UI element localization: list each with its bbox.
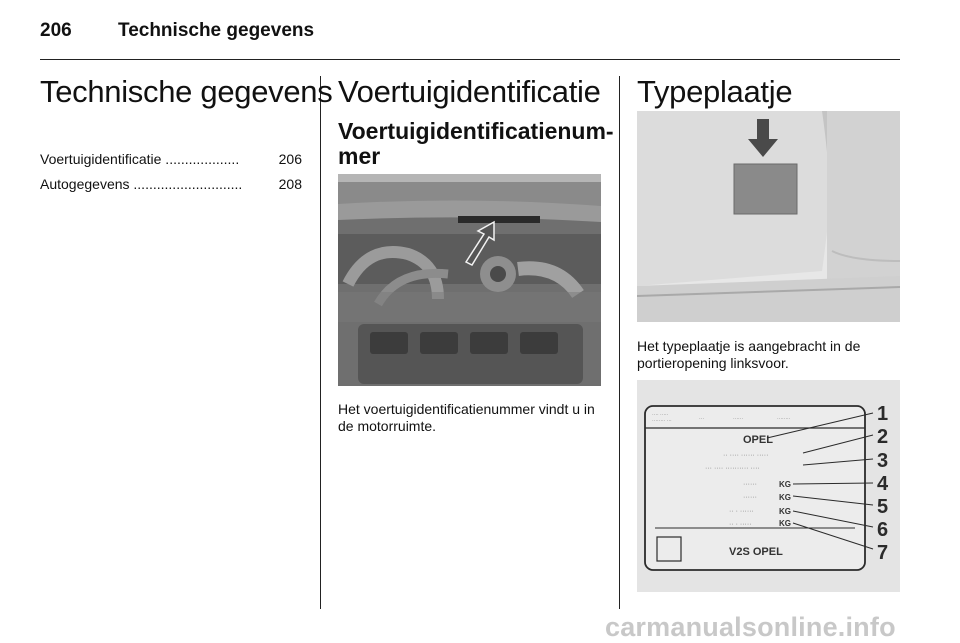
chapter-title: Technische gegevens [40, 74, 333, 109]
page-number: 206 [40, 20, 72, 41]
callout-3: 3 [877, 450, 889, 472]
toc-label: Voertuigidentificatie ................... [40, 151, 240, 167]
callout-6: 6 [877, 519, 889, 541]
toc-item[interactable] [40, 176, 302, 192]
svg-text:······: ······ [743, 494, 757, 501]
column-divider-2 [619, 76, 620, 609]
svg-text:········: ········ [777, 416, 791, 422]
watermark: carmanualsonline.info [605, 612, 896, 642]
svg-text:···· ·····: ···· ····· [652, 412, 669, 418]
section-title-typeplate: Typeplaatje [637, 74, 793, 109]
callout-2: 2 [877, 426, 889, 448]
vin-caption: Het voertuigidentificatienummer vindt u in de motorruimte. [338, 401, 595, 434]
engine-bay-photo [338, 174, 601, 386]
column-divider-1 [320, 76, 321, 609]
svg-text:·· ···· ······ ·····: ·· ···· ······ ····· [723, 452, 769, 459]
header-rule [40, 59, 900, 60]
page-header [40, 20, 314, 42]
svg-text:··· ···· ·········· ····: ··· ···· ·········· ···· [705, 465, 760, 472]
running-title: Technische gegevens [118, 20, 315, 41]
plate-unit: KG [779, 507, 791, 516]
plate-unit: KG [779, 493, 791, 502]
toc-label: Autogegevens ............................ [40, 176, 243, 192]
callout-7: 7 [877, 542, 889, 564]
plate-unit: KG [779, 519, 791, 528]
toc-page: 206 [278, 151, 302, 167]
callout-4: 4 [877, 473, 889, 495]
toc-page: 208 [278, 176, 302, 192]
svg-text:······: ······ [743, 481, 757, 488]
subsection-title: Voertuigidentificatienum- mer [338, 118, 614, 169]
plate-footer-text: V2S OPEL [729, 546, 783, 558]
door-frame-photo [637, 111, 900, 322]
svg-text:······: ······ [733, 416, 743, 422]
callout-5: 5 [877, 496, 889, 518]
plate-brand: OPEL [743, 434, 773, 446]
svg-text:·· · ·····: ·· · ····· [729, 521, 752, 528]
toc-item[interactable] [40, 151, 302, 167]
section-title: Voertuigidentificatie [338, 74, 601, 109]
typeplate-diagram [637, 380, 900, 592]
typeplate-caption: Het typeplaatje is aangebracht in de portieropening linksvoor. [637, 338, 861, 371]
plate-unit: KG [779, 480, 791, 489]
svg-text:·· · ······: ·· · ······ [729, 508, 754, 515]
callout-1: 1 [877, 403, 889, 425]
svg-text:········ ···: ········ ··· [652, 418, 672, 424]
svg-text:···: ··· [699, 416, 704, 422]
